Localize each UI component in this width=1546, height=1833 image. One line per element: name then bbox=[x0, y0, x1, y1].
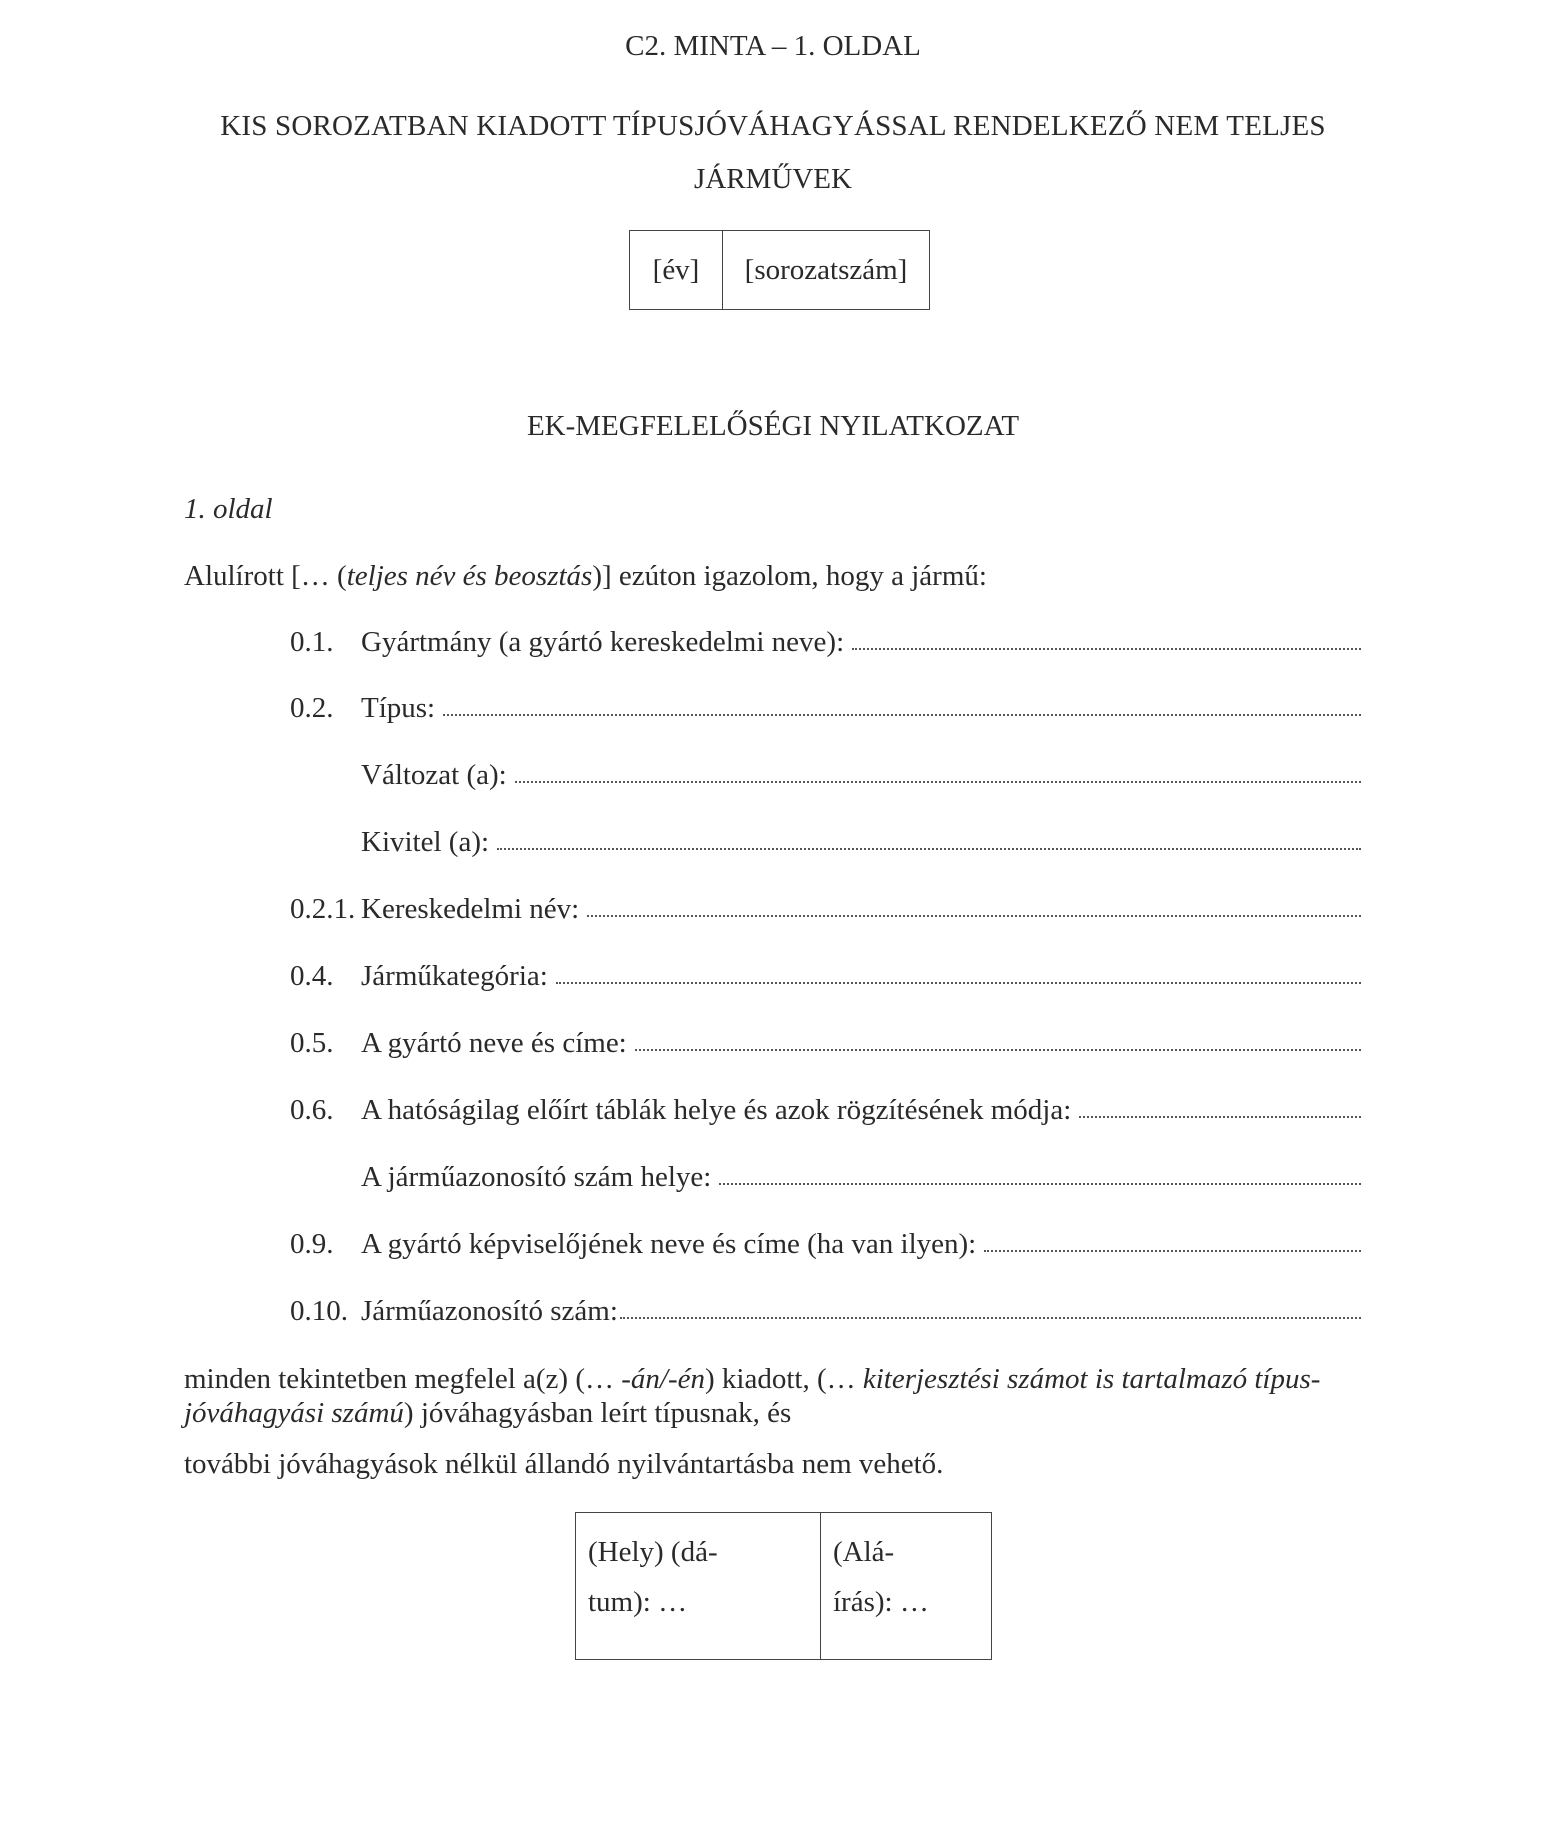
field-label: Gyártmány (a gyártó kereskedelmi neve): bbox=[361, 626, 845, 658]
conformity-approval-italic: kiterjesztési számot is tartalmazó típus-jóváhagyási számú bbox=[184, 1363, 1321, 1429]
field-fill-line[interactable] bbox=[1079, 1094, 1361, 1118]
intro-statement bbox=[184, 560, 987, 593]
field-row bbox=[0, 1027, 1546, 1067]
page-label: 1. oldal bbox=[184, 493, 273, 525]
field-label: A járműazonosító szám helye: bbox=[361, 1161, 712, 1193]
field-row bbox=[0, 1295, 1546, 1335]
field-row bbox=[0, 1094, 1546, 1134]
field-number: 0.5. bbox=[290, 1027, 334, 1059]
field-label: Járműkategória: bbox=[361, 960, 548, 992]
field-fill-line[interactable] bbox=[556, 960, 1361, 984]
field-number: 0.1. bbox=[290, 626, 334, 658]
intro-text-after: )] ezúton igazolom, hogy a jármű: bbox=[592, 560, 987, 592]
field-label: Típus: bbox=[361, 692, 436, 724]
signature-cell[interactable] bbox=[821, 1513, 992, 1660]
field-row bbox=[0, 1228, 1546, 1268]
conformity-text-2: ) kiadott, (… bbox=[705, 1363, 863, 1395]
field-row bbox=[0, 692, 1546, 732]
page-header: C2. MINTA – 1. OLDAL bbox=[625, 30, 921, 62]
field-row bbox=[0, 960, 1546, 1000]
field-row bbox=[0, 759, 1546, 799]
serial-number-cell[interactable]: [sorozatszám] bbox=[723, 231, 930, 310]
field-row bbox=[0, 826, 1546, 866]
field-fill-line[interactable] bbox=[497, 826, 1361, 850]
signature-box bbox=[575, 1512, 992, 1660]
field-row bbox=[0, 626, 1546, 666]
field-number: 0.2.1. bbox=[290, 893, 356, 925]
place-date-line1: (Hely) (dá- bbox=[588, 1536, 718, 1568]
field-label: Kivitel (a): bbox=[361, 826, 490, 858]
document-title-line1: KIS SOROZATBAN KIADOTT TÍPUSJÓVÁHAGYÁSSAL RENDELKEZŐ NEM TELJES bbox=[220, 110, 1326, 142]
field-number: 0.10. bbox=[290, 1295, 348, 1327]
year-cell[interactable]: [év] bbox=[630, 231, 723, 310]
signature-line1: (Alá- bbox=[833, 1536, 895, 1568]
field-row bbox=[0, 1161, 1546, 1201]
field-fill-line[interactable] bbox=[984, 1228, 1361, 1252]
field-fill-line[interactable] bbox=[719, 1161, 1361, 1185]
place-date-line2: tum): … bbox=[588, 1586, 688, 1618]
place-date-cell[interactable] bbox=[576, 1513, 821, 1660]
field-fill-line[interactable] bbox=[443, 692, 1361, 716]
field-row bbox=[0, 893, 1546, 933]
intro-italic-name-title: teljes név és beosztás bbox=[346, 560, 593, 592]
field-number: 0.2. bbox=[290, 692, 334, 724]
field-label: Kereskedelmi név: bbox=[361, 893, 580, 925]
intro-text-before: Alulírott [… ( bbox=[184, 560, 347, 592]
field-number: 0.4. bbox=[290, 960, 334, 992]
signature-line2: írás): … bbox=[833, 1586, 929, 1618]
field-fill-line[interactable] bbox=[515, 759, 1361, 783]
conformity-text-1: minden tekintetben megfelel a(z) (… bbox=[184, 1363, 622, 1395]
field-label: Járműazonosító szám: bbox=[361, 1295, 618, 1327]
field-fill-line[interactable] bbox=[620, 1295, 1361, 1319]
field-number: 0.6. bbox=[290, 1094, 334, 1126]
declaration-title: EK-MEGFELELŐSÉGI NYILATKOZAT bbox=[526, 410, 1020, 442]
field-label: A gyártó neve és címe: bbox=[361, 1027, 627, 1059]
conformity-statement bbox=[184, 1362, 1364, 1430]
field-label: Változat (a): bbox=[361, 759, 507, 791]
field-label: A gyártó képviselőjének neve és címe (ha van ilyen): bbox=[361, 1228, 977, 1260]
field-fill-line[interactable] bbox=[587, 893, 1361, 917]
field-number: 0.9. bbox=[290, 1228, 334, 1260]
field-label: A hatóságilag előírt táblák helye és azok rögzítésének módja: bbox=[361, 1094, 1072, 1126]
field-fill-line[interactable] bbox=[635, 1027, 1361, 1051]
year-serial-box bbox=[629, 230, 930, 310]
document-title-line2: JÁRMŰVEK bbox=[694, 163, 852, 195]
registration-statement: további jóváhagyások nélkül állandó nyilvántartásba nem vehető. bbox=[184, 1448, 944, 1480]
conformity-date-italic: -án/-én bbox=[621, 1363, 705, 1395]
conformity-text-3: ) jóváhagyásban leírt típusnak, és bbox=[403, 1397, 792, 1429]
field-fill-line[interactable] bbox=[852, 626, 1361, 650]
